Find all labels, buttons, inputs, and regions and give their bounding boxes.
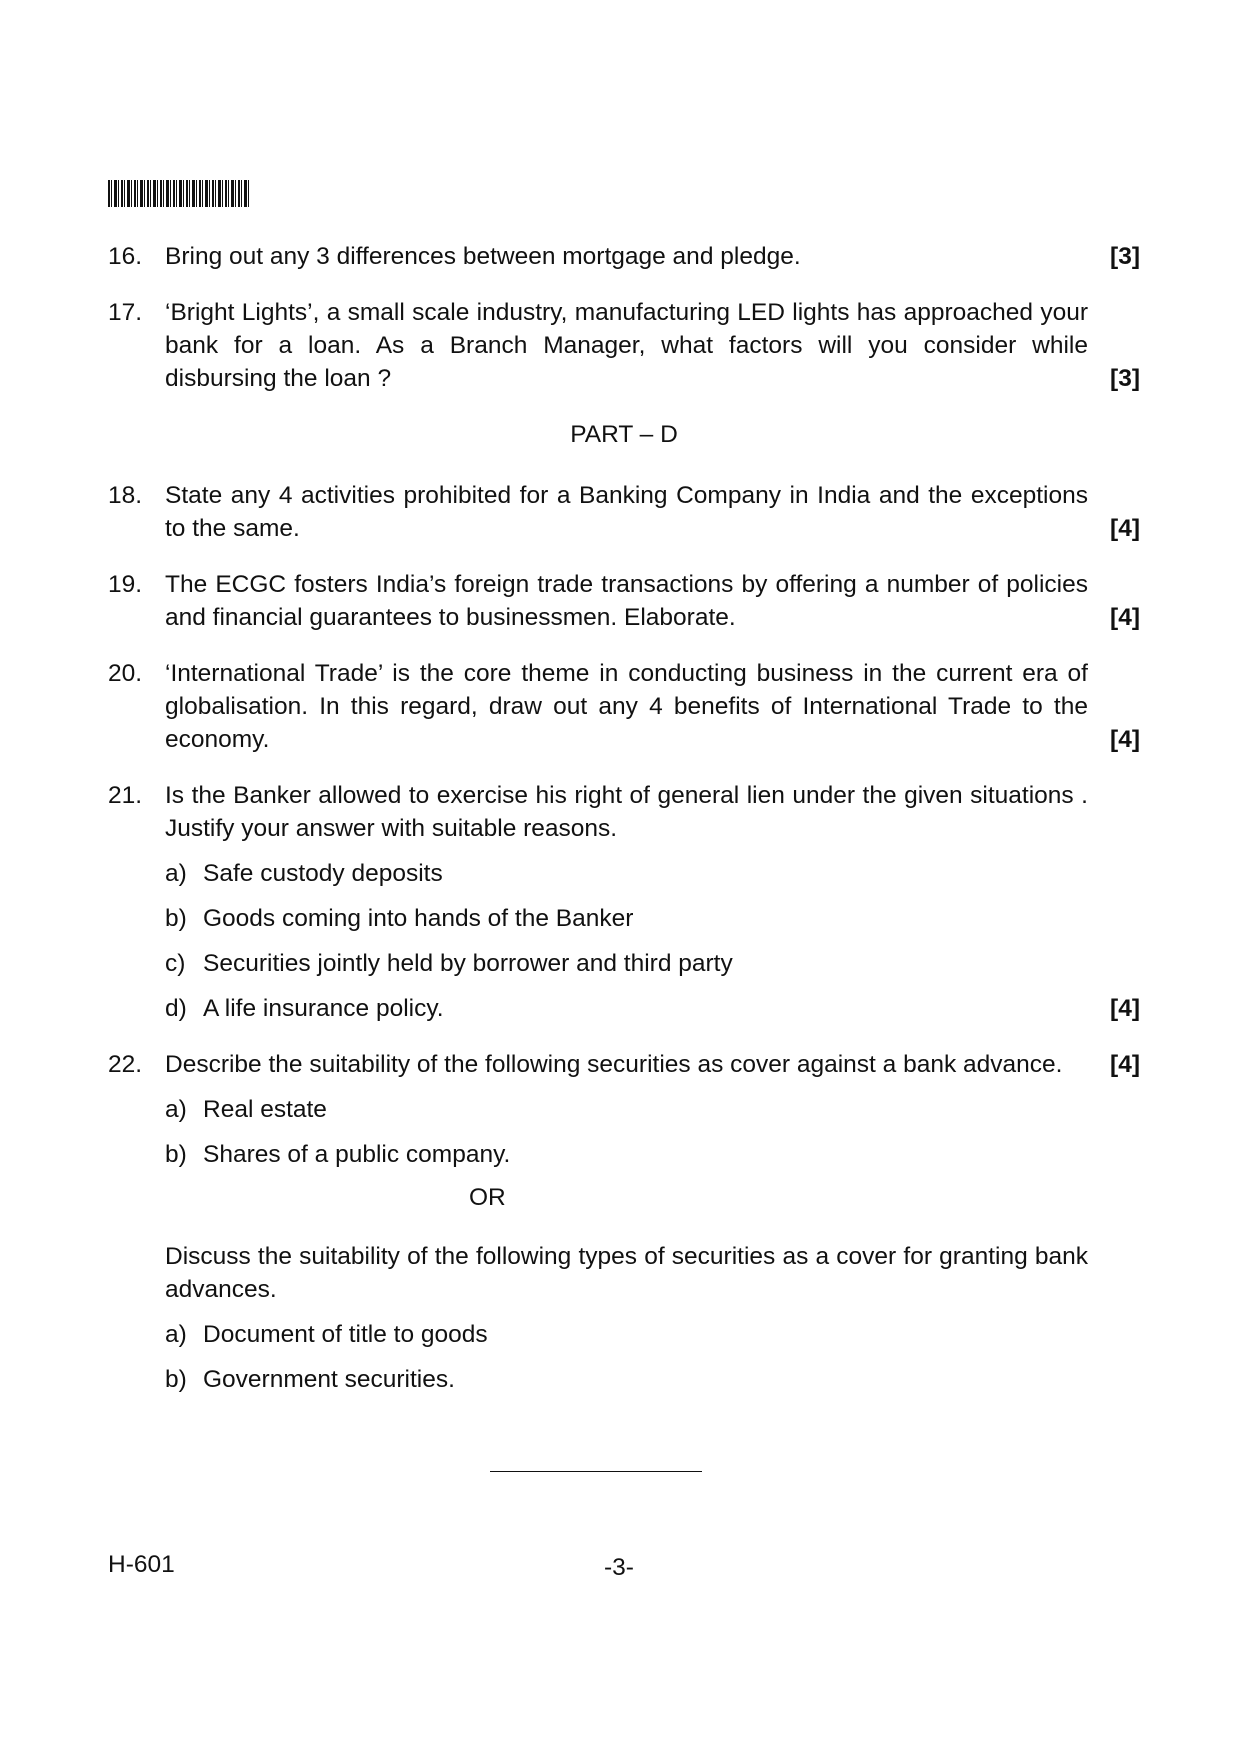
question-18 bbox=[108, 479, 1140, 545]
question-list bbox=[108, 240, 1140, 1419]
marks: [4] bbox=[1110, 1051, 1140, 1078]
page-number: -3- bbox=[604, 1554, 634, 1581]
question-number: 22. bbox=[108, 1051, 143, 1078]
sub-item-label: b) bbox=[165, 905, 187, 932]
sub-item-label: c) bbox=[165, 950, 186, 977]
part-d-heading: PART – D bbox=[570, 421, 678, 448]
question-number: 19. bbox=[108, 571, 143, 598]
sub-item bbox=[165, 1363, 1140, 1396]
sub-item-text: A life insurance policy. bbox=[203, 995, 444, 1022]
question-20 bbox=[108, 657, 1140, 756]
or-separator: OR bbox=[469, 1184, 506, 1211]
question-text: State any 4 activities prohibited for a Banking Company in India and the exceptions to the same. bbox=[165, 482, 1088, 542]
end-divider bbox=[490, 1471, 702, 1472]
sub-item-label: a) bbox=[165, 860, 187, 887]
sub-item bbox=[165, 1093, 1140, 1126]
marks: [4] bbox=[1110, 515, 1140, 542]
question-text: Bring out any 3 differences between mortgage and pledge. bbox=[165, 243, 801, 270]
sub-item-label: a) bbox=[165, 1321, 187, 1348]
marks: [3] bbox=[1110, 243, 1140, 270]
question-text: ‘International Trade’ is the core theme in conducting business in the current era of globalisation. In this regard, draw out any 4 benefits of International Trade to the economy. bbox=[165, 660, 1088, 753]
question-number: 21. bbox=[108, 782, 143, 809]
question-number: 17. bbox=[108, 299, 143, 326]
marks: [4] bbox=[1110, 726, 1140, 753]
question-number: 20. bbox=[108, 660, 143, 687]
sub-item bbox=[165, 947, 1140, 980]
question-text: Is the Banker allowed to exercise his right of general lien under the given situations . Justify your answer with suitable reasons. bbox=[165, 782, 1088, 842]
question-number: 18. bbox=[108, 482, 143, 509]
sub-item-text: Shares of a public company. bbox=[203, 1141, 511, 1168]
marks: [4] bbox=[1110, 995, 1140, 1022]
barcode-icon bbox=[108, 180, 250, 207]
sub-item bbox=[165, 992, 1140, 1025]
sub-item bbox=[165, 902, 1140, 935]
sub-item-text: Goods coming into hands of the Banker bbox=[203, 905, 634, 932]
question-22 bbox=[108, 1048, 1140, 1396]
question-19 bbox=[108, 568, 1140, 634]
marks: [3] bbox=[1110, 365, 1140, 392]
sub-item-text: Real estate bbox=[203, 1096, 327, 1123]
question-number: 16. bbox=[108, 243, 143, 270]
sub-item-label: b) bbox=[165, 1366, 187, 1393]
sub-item-label: a) bbox=[165, 1096, 187, 1123]
sub-item-text: Document of title to goods bbox=[203, 1321, 488, 1348]
sub-item-label: b) bbox=[165, 1141, 187, 1168]
paper-code: H-601 bbox=[108, 1551, 175, 1578]
sub-item bbox=[165, 857, 1140, 890]
question-text: Describe the suitability of the following securities as cover against a bank advance. bbox=[165, 1051, 1063, 1078]
alternate-question-text: Discuss the suitability of the following types of securities as a cover for granting bank advances. bbox=[165, 1243, 1088, 1303]
question-16 bbox=[108, 240, 1140, 273]
question-17 bbox=[108, 296, 1140, 395]
sub-item-text: Government securities. bbox=[203, 1366, 455, 1393]
question-text: ‘Bright Lights’, a small scale industry, manufacturing LED lights has approached your bank for a loan. As a Branch Manager, what factors will you consider while disbursing the loan ? bbox=[165, 299, 1088, 392]
marks: [4] bbox=[1110, 604, 1140, 631]
sub-item-text: Securities jointly held by borrower and third party bbox=[203, 950, 733, 977]
question-21 bbox=[108, 779, 1140, 1025]
sub-item bbox=[165, 1138, 1140, 1171]
question-text: The ECGC fosters India’s foreign trade transactions by offering a number of policies and financial guarantees to businessmen. Elaborate. bbox=[165, 571, 1088, 631]
sub-item bbox=[165, 1318, 1140, 1351]
sub-item-label: d) bbox=[165, 995, 187, 1022]
sub-item-text: Safe custody deposits bbox=[203, 860, 443, 887]
